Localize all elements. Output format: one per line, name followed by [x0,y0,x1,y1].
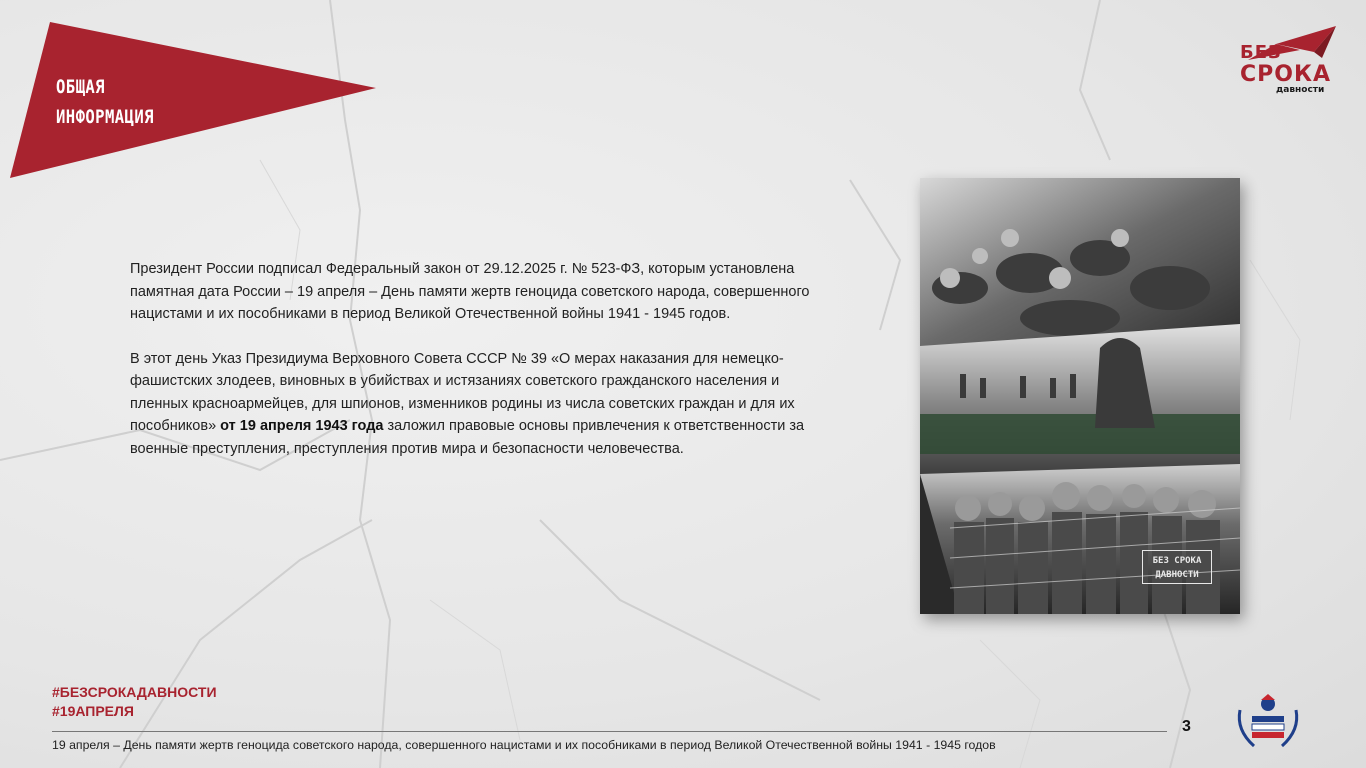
paragraph-2 [130,348,810,461]
page-number: 3 [1182,718,1191,735]
paragraph-2-bold-date: от 19 апреля 1943 года [220,418,384,434]
historical-photo-collage [920,178,1240,614]
logo-line3: давности [1276,85,1325,95]
hashtags [52,683,217,721]
paragraph-1: Президент России подписал Федеральный закон от 29.12.2025 г. № 523-ФЗ, которым установлена памятная дата России – 19 апреля – День памяти жертв геноцида советского народа, совершенного нацистами и их пособниками в период Великой Отечественной войны 1941 - 1945 годов. [130,261,810,322]
hashtag-1: #БЕЗСРОКАДАВНОСТИ [52,684,217,700]
project-logo [1218,24,1340,102]
stamp-line2: ДАВНОСТИ [1155,570,1199,580]
section-title [56,72,154,132]
photo-stamp [1142,550,1212,584]
ministry-emblem-icon [1228,690,1308,750]
footer-caption: 19 апреля – День памяти жертв геноцида советского народа, совершенного нацистами и их пособниками в период Великой Отечественной войны 1941 - 1945 годов [52,738,996,752]
stamp-line1: БЕЗ СРОКА [1152,556,1202,566]
photo-collage-image [920,178,1240,614]
paragraph-2-text: В этот день Указ Президиума Верховного Совета СССР № 39 «О мерах наказания для немецко-фашистских злодеев, виновных в убийствах и истязаниях советского гражданского населения и пленных красноармейцев, для шпионов, изменников родины из числа советских граждан и для их пособников» [130,350,795,434]
section-title-line2: ИНФОРМАЦИЯ [56,106,154,128]
footer-divider [52,731,1167,732]
logo-line2: СРОКА [1240,62,1331,87]
section-title-line1: ОБЩАЯ [56,76,105,98]
paragraph-2-rest: заложил правовые основы привлечения к ответственности за военные преступления, преступления против мира и безопасности человечества. [130,418,805,457]
logo-line1: БЕЗ [1240,42,1282,63]
hashtag-2: #19АПРЕЛЯ [52,703,134,719]
main-text [130,258,810,482]
